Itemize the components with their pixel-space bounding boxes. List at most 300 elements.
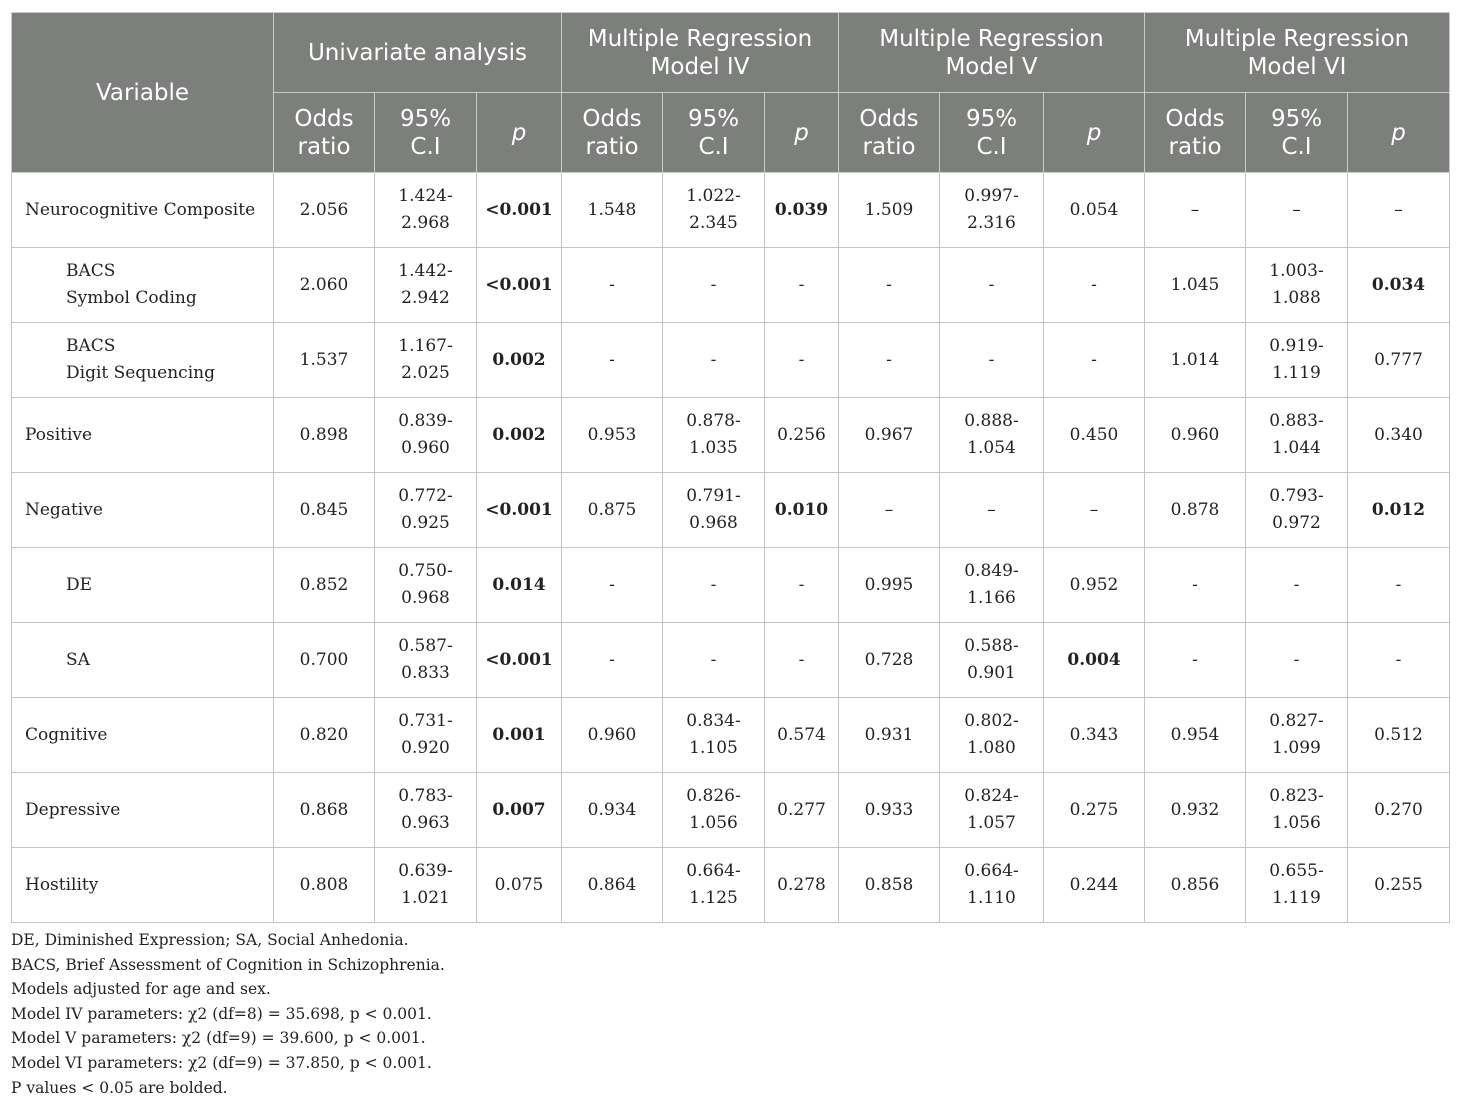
odds-ratio-cell — [562, 548, 663, 623]
text-line: 1.056 — [1272, 813, 1321, 833]
p-value-header — [1044, 93, 1145, 173]
text-line: 0.820 — [299, 724, 349, 745]
p-value-cell — [477, 473, 562, 548]
text-line: 0.277 — [777, 799, 826, 820]
ci-cell — [375, 323, 477, 398]
text-line: Model IV — [650, 53, 750, 80]
text-line: Multiple Regression — [1184, 25, 1410, 52]
text-line: - — [988, 349, 995, 370]
text-line: 0.878 — [1170, 499, 1220, 520]
text-line: p — [1086, 119, 1102, 146]
text-line: 1.014 — [1170, 349, 1220, 370]
odds-ratio-cell — [1145, 773, 1246, 848]
odds-ratio-cell — [562, 623, 663, 698]
text-line: 2.345 — [689, 213, 738, 233]
p-value-cell — [1348, 323, 1450, 398]
text-line: 1.088 — [1272, 288, 1321, 308]
text-line: Depressive — [25, 799, 121, 820]
text-line: 0.777 — [1374, 349, 1423, 370]
text-line: 2.942 — [401, 288, 450, 308]
text-line: 0.002 — [492, 349, 546, 370]
p-value-header — [1348, 93, 1450, 173]
p-value-cell — [1348, 773, 1450, 848]
text-line: 0.278 — [777, 874, 826, 895]
ci-header — [663, 93, 765, 173]
results-table-container — [11, 12, 1449, 1100]
text-line: Univariate analysis — [307, 39, 528, 66]
text-line: 1.125 — [689, 888, 738, 908]
text-line: 0.824- — [964, 786, 1019, 806]
p-value-cell — [1348, 698, 1450, 773]
ci-cell — [940, 623, 1044, 698]
odds-ratio-cell — [274, 698, 375, 773]
text-line: 1.105 — [689, 738, 738, 758]
p-value-cell — [477, 398, 562, 473]
ci-cell — [1246, 548, 1348, 623]
text-line: - — [710, 349, 717, 370]
odds-ratio-cell — [274, 398, 375, 473]
text-line: 0.845 — [299, 499, 349, 520]
text-line: 1.035 — [689, 438, 738, 458]
p-value-cell — [1044, 773, 1145, 848]
ci-cell — [1246, 473, 1348, 548]
ci-cell — [375, 173, 477, 248]
variable-cell — [12, 698, 274, 773]
footnote-line: BACS, Brief Assessment of Cognition in Schizophrenia. — [11, 955, 445, 974]
p-value-cell — [1044, 698, 1145, 773]
text-line: Model V — [945, 53, 1038, 80]
footnote-line: DE, Diminished Expression; SA, Social Anhedonia. — [11, 931, 409, 949]
group-header-2 — [839, 13, 1145, 93]
text-line: 0.512 — [1374, 724, 1423, 745]
ci-cell — [663, 248, 765, 323]
text-line: - — [798, 574, 805, 595]
p-value-cell — [1044, 398, 1145, 473]
text-line: 0.963 — [401, 813, 450, 833]
text-line: <0.001 — [485, 649, 553, 670]
odds-ratio-cell — [274, 548, 375, 623]
text-line: 0.952 — [1069, 574, 1119, 595]
text-line: 0.901 — [967, 663, 1016, 683]
odds-ratio-cell — [562, 773, 663, 848]
odds-ratio-cell — [839, 548, 940, 623]
text-line: 0.791- — [686, 486, 741, 506]
odds-ratio-cell — [274, 773, 375, 848]
ci-cell — [940, 398, 1044, 473]
text-line: - — [886, 349, 892, 370]
odds-ratio-cell — [1145, 548, 1246, 623]
text-line: Multiple Regression — [879, 25, 1104, 52]
text-line: 0.827- — [1269, 711, 1324, 731]
text-line: 0.823- — [1269, 786, 1324, 806]
text-line: 0.826- — [686, 786, 741, 806]
text-line: 0.655- — [1269, 861, 1324, 881]
text-line: 0.960 — [401, 438, 450, 458]
text-line: - — [886, 274, 892, 295]
text-line: p — [1391, 119, 1406, 146]
text-line: 0.967 — [864, 424, 914, 445]
ci-cell — [375, 773, 477, 848]
group-header-0 — [274, 13, 562, 93]
text-line: 0.852 — [299, 574, 349, 595]
text-line: 95% — [965, 105, 1018, 132]
text-line: 1.021 — [401, 888, 450, 908]
odds-ratio-cell — [562, 248, 663, 323]
table-row — [12, 548, 1450, 623]
text-line: - — [710, 574, 717, 595]
odds-ratio-cell — [562, 398, 663, 473]
text-line: 0.925 — [401, 513, 450, 533]
odds-ratio-cell — [1145, 848, 1246, 923]
footnote-line: Model IV parameters: χ2 (df=8) = 35.698, p < 0.001. — [11, 1004, 432, 1023]
ci-cell — [375, 623, 477, 698]
text-line: 0.004 — [1067, 649, 1121, 670]
text-line: 95% — [687, 105, 740, 132]
text-line: - — [798, 274, 805, 295]
text-line: 1.057 — [967, 813, 1016, 833]
footnote-line: Model VI parameters: χ2 (df=9) = 37.850, p < 0.001. — [11, 1053, 432, 1072]
text-line: Hostility — [25, 874, 99, 895]
text-line: – — [987, 499, 996, 520]
odds-ratio-cell — [562, 473, 663, 548]
variable-cell — [12, 623, 274, 698]
odds-ratio-cell — [839, 623, 940, 698]
text-line: 0.007 — [492, 799, 546, 820]
text-line: 0.731- — [398, 711, 453, 731]
p-value-cell — [765, 398, 839, 473]
text-line: 0.849- — [964, 561, 1019, 581]
text-line: - — [988, 274, 995, 295]
text-line: 1.110 — [967, 888, 1016, 908]
text-line: – — [1190, 199, 1200, 220]
ci-cell — [375, 248, 477, 323]
p-value-cell — [477, 623, 562, 698]
text-line: 0.875 — [587, 499, 637, 520]
odds-ratio-header — [839, 93, 940, 173]
variable-cell — [12, 398, 274, 473]
p-value-cell — [765, 623, 839, 698]
text-line: 1.099 — [1272, 738, 1321, 758]
group-header-1 — [562, 13, 839, 93]
text-line: ratio — [862, 133, 916, 160]
text-line: - — [710, 274, 717, 295]
p-value-cell — [1044, 323, 1145, 398]
text-line: 0.728 — [864, 649, 914, 670]
p-value-cell — [477, 248, 562, 323]
text-line: 1.442- — [398, 261, 453, 281]
ci-cell — [1246, 848, 1348, 923]
text-line: 0.898 — [299, 424, 349, 445]
text-line: - — [609, 649, 615, 670]
p-value-cell — [477, 848, 562, 923]
p-value-cell — [1348, 398, 1450, 473]
p-value-cell — [765, 173, 839, 248]
text-line: 0.270 — [1374, 799, 1423, 820]
text-line: – — [1089, 499, 1099, 520]
text-line: 0.450 — [1069, 424, 1119, 445]
text-line: 0.343 — [1069, 724, 1119, 745]
text-line: Odds — [1165, 105, 1225, 132]
text-line: 0.968 — [689, 513, 738, 533]
text-line: - — [710, 649, 717, 670]
header-group-row — [12, 13, 1450, 93]
text-line: <0.001 — [485, 199, 553, 220]
text-line: - — [1293, 649, 1300, 670]
footnote-line: Models adjusted for age and sex. — [11, 980, 271, 999]
text-line: Odds — [294, 105, 354, 132]
p-value-cell — [1044, 173, 1145, 248]
text-line: 0.075 — [494, 874, 544, 895]
ci-cell — [940, 773, 1044, 848]
text-line: 0.833 — [401, 663, 450, 683]
text-line: 2.316 — [967, 213, 1016, 233]
text-line: 1.054 — [967, 438, 1016, 458]
text-line: Model VI — [1247, 53, 1347, 80]
text-line: Positive — [25, 424, 93, 445]
ci-cell — [940, 473, 1044, 548]
odds-ratio-header — [562, 93, 663, 173]
text-line: 0.275 — [1069, 799, 1119, 820]
p-value-cell — [1348, 173, 1450, 248]
text-line: 0.808 — [299, 874, 349, 895]
text-line: <0.001 — [485, 499, 553, 520]
p-value-cell — [477, 548, 562, 623]
text-line: C.I — [698, 133, 729, 160]
text-line: Odds — [582, 105, 642, 132]
text-line: 0.995 — [864, 574, 914, 595]
text-line: 0.002 — [492, 424, 546, 445]
text-line: Negative — [25, 499, 103, 520]
ci-header — [375, 93, 477, 173]
text-line: 1.509 — [864, 199, 914, 220]
text-line: 95% — [1270, 105, 1323, 132]
text-line: 0.856 — [1170, 874, 1220, 895]
table-row — [12, 848, 1450, 923]
ci-cell — [375, 473, 477, 548]
text-line: 0.868 — [299, 799, 349, 820]
ci-cell — [375, 548, 477, 623]
text-line: 1.003- — [1269, 261, 1324, 281]
text-line: Multiple Regression — [587, 25, 813, 52]
text-line: 0.664- — [686, 861, 741, 881]
odds-ratio-cell — [562, 698, 663, 773]
odds-ratio-cell — [839, 698, 940, 773]
p-value-cell — [477, 173, 562, 248]
ci-cell — [940, 173, 1044, 248]
ci-cell — [1246, 698, 1348, 773]
ci-cell — [663, 398, 765, 473]
odds-ratio-cell — [1145, 323, 1246, 398]
p-value-cell — [1044, 548, 1145, 623]
text-line: – — [884, 499, 894, 520]
text-line: 2.060 — [299, 274, 349, 295]
ci-cell — [663, 848, 765, 923]
p-value-cell — [1044, 248, 1145, 323]
text-line: 0.839- — [398, 411, 453, 431]
ci-cell — [663, 623, 765, 698]
text-line: ratio — [585, 133, 639, 160]
odds-ratio-cell — [562, 848, 663, 923]
text-line: 0.664- — [964, 861, 1019, 881]
table-row — [12, 773, 1450, 848]
ci-cell — [1246, 773, 1348, 848]
text-line: Neurocognitive Composite — [25, 199, 256, 220]
text-line: C.I — [1281, 133, 1312, 160]
text-line: 0.997- — [964, 186, 1019, 206]
text-line: - — [1395, 574, 1402, 595]
text-line: 95% — [399, 105, 452, 132]
variable-cell — [12, 773, 274, 848]
text-line: 0.054 — [1069, 199, 1119, 220]
p-value-cell — [1348, 248, 1450, 323]
text-line: 0.256 — [777, 424, 826, 445]
ci-cell — [663, 473, 765, 548]
p-value-cell — [765, 773, 839, 848]
p-value-cell — [1348, 848, 1450, 923]
text-line: 0.932 — [1170, 799, 1220, 820]
text-line: DE — [66, 574, 93, 595]
table-footnotes — [11, 928, 1449, 1100]
odds-ratio-cell — [274, 623, 375, 698]
ci-cell — [663, 698, 765, 773]
text-line: 0.919- — [1269, 336, 1324, 356]
odds-ratio-header — [274, 93, 375, 173]
text-line: 0.864 — [587, 874, 637, 895]
text-line: 0.972 — [1272, 513, 1321, 533]
text-line: p — [794, 119, 809, 146]
odds-ratio-cell — [1145, 398, 1246, 473]
odds-ratio-cell — [1145, 173, 1246, 248]
text-line: 0.858 — [864, 874, 914, 895]
ci-header — [1246, 93, 1348, 173]
table-row — [12, 398, 1450, 473]
text-line: BACS — [66, 261, 116, 281]
p-value-cell — [765, 698, 839, 773]
p-value-cell — [477, 323, 562, 398]
text-line: - — [1192, 649, 1198, 670]
odds-ratio-cell — [839, 848, 940, 923]
p-value-cell — [1348, 623, 1450, 698]
p-value-cell — [477, 698, 562, 773]
ci-cell — [940, 698, 1044, 773]
odds-ratio-cell — [274, 323, 375, 398]
odds-ratio-cell — [839, 473, 940, 548]
text-line: 0.588- — [964, 636, 1019, 656]
table-row — [12, 623, 1450, 698]
text-line: 0.039 — [774, 199, 829, 220]
text-line: 0.934 — [587, 799, 637, 820]
text-line: 1.056 — [689, 813, 738, 833]
odds-ratio-cell — [562, 323, 663, 398]
variable-cell — [12, 173, 274, 248]
text-line: 0.960 — [1170, 424, 1220, 445]
text-line: 0.340 — [1374, 424, 1423, 445]
odds-ratio-cell — [274, 473, 375, 548]
text-line: Digit Sequencing — [66, 363, 215, 383]
odds-ratio-cell — [839, 173, 940, 248]
table-row — [12, 473, 1450, 548]
odds-ratio-cell — [1145, 248, 1246, 323]
text-line: 0.878- — [686, 411, 741, 431]
text-line: 0.700 — [299, 649, 349, 670]
text-line: 0.920 — [401, 738, 450, 758]
ci-cell — [663, 173, 765, 248]
text-line: 0.953 — [587, 424, 637, 445]
variable-cell — [12, 473, 274, 548]
odds-ratio-cell — [274, 248, 375, 323]
text-line: 0.793- — [1269, 486, 1324, 506]
text-line: 0.802- — [964, 711, 1019, 731]
odds-ratio-cell — [839, 773, 940, 848]
text-line: C.I — [976, 133, 1007, 160]
footnote-line: Model V parameters: χ2 (df=9) = 39.600, p < 0.001. — [11, 1029, 426, 1048]
variable-header: Variable — [12, 13, 274, 173]
text-line: – — [1292, 199, 1301, 220]
text-line: 0.883- — [1269, 411, 1324, 431]
text-line: 1.167- — [398, 336, 453, 356]
text-line: - — [1091, 274, 1097, 295]
odds-ratio-cell — [274, 173, 375, 248]
p-value-cell — [765, 248, 839, 323]
table-row — [12, 248, 1450, 323]
ci-cell — [663, 773, 765, 848]
ci-cell — [663, 323, 765, 398]
text-line: 0.012 — [1371, 499, 1426, 520]
p-value-cell — [765, 548, 839, 623]
text-line: 1.045 — [1170, 274, 1220, 295]
ci-cell — [940, 248, 1044, 323]
ci-cell — [1246, 398, 1348, 473]
variable-cell — [12, 323, 274, 398]
text-line: 2.968 — [401, 213, 450, 233]
text-line: 1.166 — [967, 588, 1016, 608]
text-line: 0.750- — [398, 561, 453, 581]
text-line: 2.056 — [299, 199, 349, 220]
text-line: 0.783- — [398, 786, 453, 806]
text-line: Cognitive — [25, 724, 108, 745]
odds-ratio-cell — [1145, 698, 1246, 773]
p-value-header — [765, 93, 839, 173]
p-value-cell — [1348, 548, 1450, 623]
group-header-3 — [1145, 13, 1450, 93]
variable-cell — [12, 248, 274, 323]
ci-cell — [663, 548, 765, 623]
odds-ratio-cell — [274, 848, 375, 923]
p-value-cell — [765, 473, 839, 548]
odds-ratio-cell — [839, 323, 940, 398]
text-line: – — [1394, 199, 1403, 220]
table-body — [12, 173, 1450, 923]
text-line: BACS — [66, 336, 116, 356]
text-line: - — [1395, 649, 1402, 670]
table-row — [12, 698, 1450, 773]
ci-cell — [940, 848, 1044, 923]
text-line: ratio — [297, 133, 351, 160]
ci-cell — [1246, 623, 1348, 698]
p-value-cell — [1348, 473, 1450, 548]
table-row — [12, 323, 1450, 398]
text-line: 0.010 — [774, 499, 829, 520]
text-line: 0.933 — [864, 799, 914, 820]
p-value-cell — [765, 323, 839, 398]
regression-table — [11, 12, 1450, 923]
text-line: - — [1293, 574, 1300, 595]
odds-ratio-cell — [839, 248, 940, 323]
text-line: ratio — [1168, 133, 1222, 160]
text-line: 1.537 — [299, 349, 349, 370]
ci-header — [940, 93, 1044, 173]
ci-cell — [940, 323, 1044, 398]
